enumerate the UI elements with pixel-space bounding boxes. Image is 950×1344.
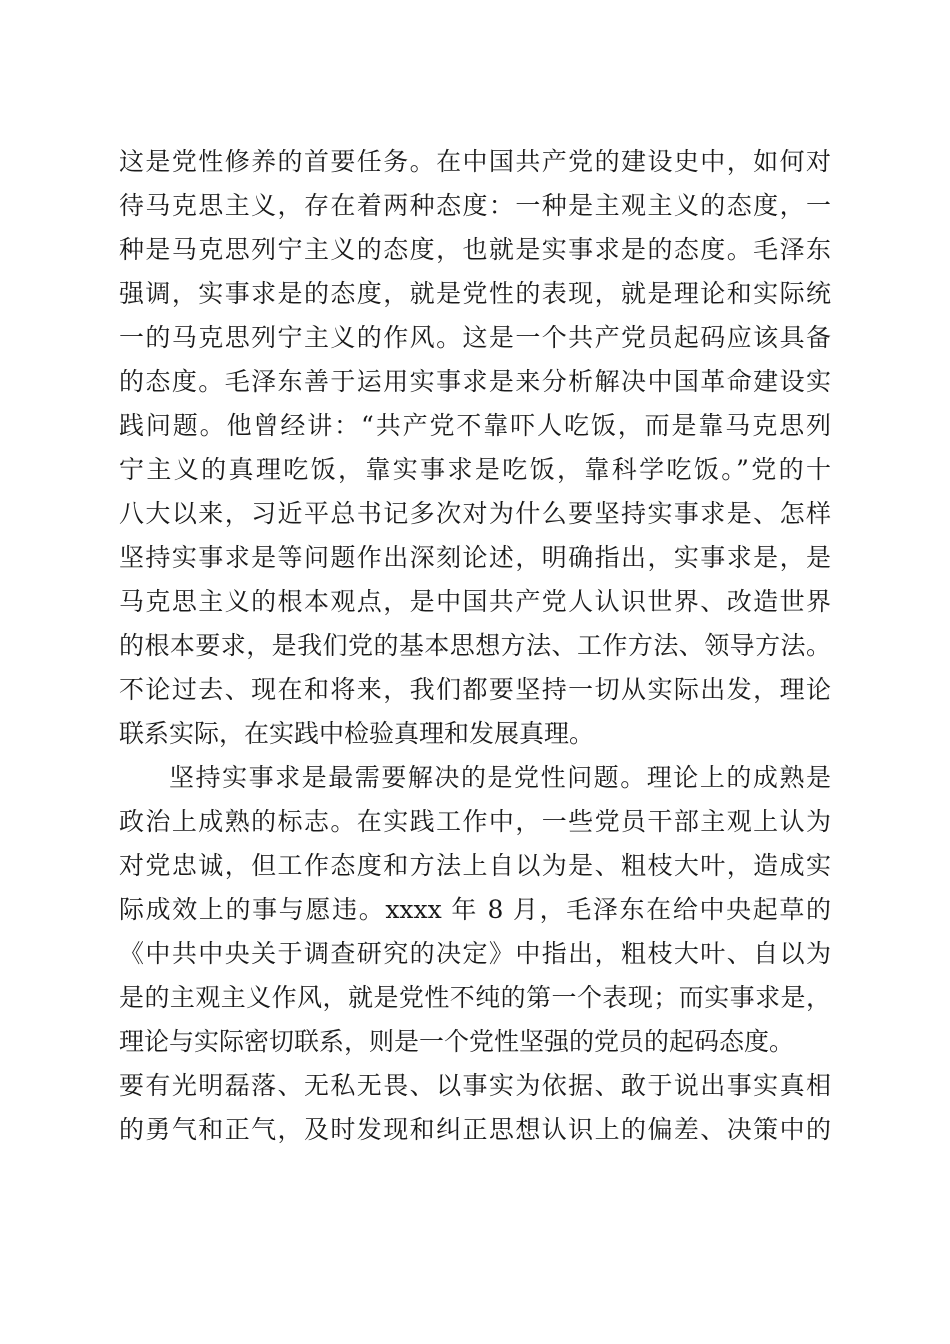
paragraph-2-line-1: 坚持实事求是最需要解决的是党性问题。理论上的成熟是 (169, 763, 831, 792)
paragraph-1-line-13: 不论过去、现在和将来，我们都要坚持一切从实际出发，理论 (119, 675, 831, 704)
paragraph-2-line-3: 对党忠诚，但工作态度和方法上自以为是、粗枝大叶，造成实 (119, 851, 831, 880)
paragraph-1-line-10: 坚持实事求是等问题作出深刻论述，明确指出，实事求是，是 (119, 543, 831, 572)
paragraph-1-line-9: 八大以来，习近平总书记多次对为什么要坚持实事求是、怎样 (119, 499, 831, 528)
paragraph-2-line-4: 际成效上的事与愿违。xxxx 年 8 月，毛泽东在给中央起草的 (119, 895, 831, 924)
paragraph-1-line-3: 种是马克思列宁主义的态度，也就是实事求是的态度。毛泽东 (119, 235, 831, 264)
paragraph-1-line-8: 宁主义的真理吃饭，靠实事求是吃饭，靠科学吃饭。”党的十 (119, 455, 831, 484)
paragraph-1-line-11: 马克思主义的根本观点，是中国共产党人认识世界、改造世界 (119, 587, 831, 616)
paragraph-1-line-6: 的态度。毛泽东善于运用实事求是来分析解决中国革命建设实 (119, 367, 831, 396)
paragraph-2-line-6: 是的主观主义作风，就是党性不纯的第一个表现；而实事求是， (119, 983, 831, 1012)
paragraph-1-line-14: 联系实际，在实践中检验真理和发展真理。 (119, 719, 595, 748)
paragraph-1-line-5: 一的马克思列宁主义的作风。这是一个共产党员起码应该具备 (119, 323, 831, 352)
paragraph-2-line-9: 的勇气和正气，及时发现和纠正思想认识上的偏差、决策中的 (119, 1115, 831, 1144)
paragraph-1-line-2: 待马克思主义，存在着两种态度：一种是主观主义的态度，一 (119, 191, 831, 220)
paragraph-1-line-12: 的根本要求，是我们党的基本思想方法、工作方法、领导方法。 (119, 631, 831, 660)
paragraph-2-line-7: 理论与实际密切联系，则是一个党性坚强的党员的起码态度。 (119, 1027, 795, 1056)
paragraph-1-line-4: 强调，实事求是的态度，就是党性的表现，就是理论和实际统 (119, 279, 831, 308)
paragraph-1-line-1: 这是党性修养的首要任务。在中国共产党的建设史中，如何对 (119, 147, 831, 176)
paragraph-2-line-5: 《中共中央关于调查研究的决定》中指出，粗枝大叶、自以为 (119, 939, 831, 968)
paragraph-1-line-7: 践问题。他曾经讲：“共产党不靠吓人吃饭，而是靠马克思列 (119, 411, 831, 440)
paragraph-2-line-8: 要有光明磊落、无私无畏、以事实为依据、敢于说出事实真相 (119, 1071, 831, 1100)
paragraph-2-line-2: 政治上成熟的标志。在实践工作中，一些党员干部主观上认为 (119, 807, 831, 836)
